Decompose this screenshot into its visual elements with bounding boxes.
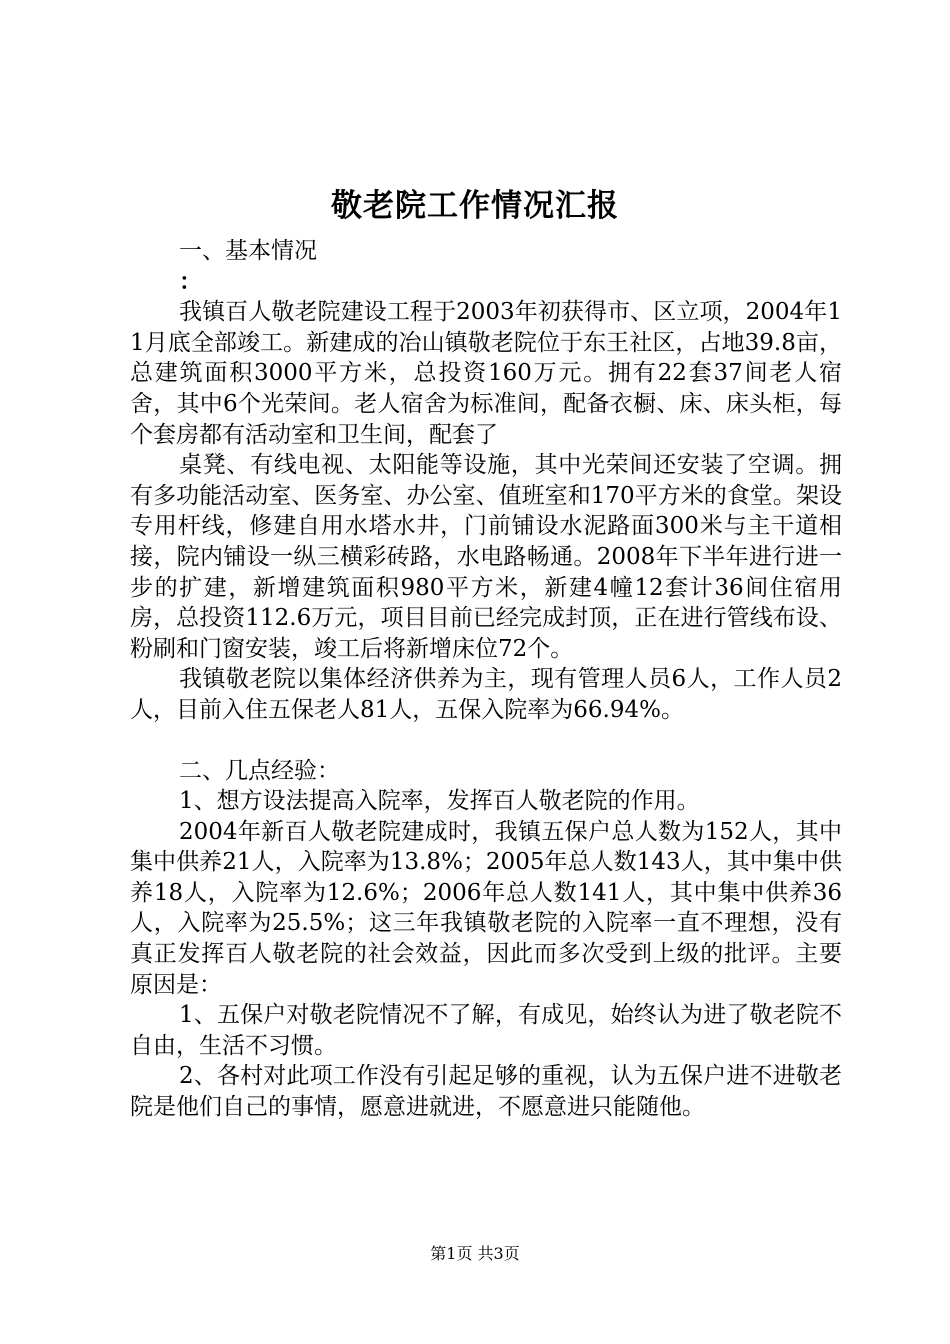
section1-colon: ： [179,267,202,295]
spacer [130,726,842,756]
section1-heading: 一、基本情况 [179,238,317,264]
point-1: 1、想方设法提高入院率，发挥百人敬老院的作用。 [179,788,700,815]
paragraph-1: 我镇百人敬老院建设工程于2003年初获得市、区立项，2004年11月底全部竣工。新建成的冶山镇敬老院位于东王社区，占地39.8亩，总建筑面积3000平方米，总投资160万元。拥有22套37间老人宿舍，其中6个光荣间。老人宿舍为标准间，配备衣橱、床、床头柜，每个套房都有活动室和卫生间，配套了 [130,299,842,448]
page-footer: 第1页 共3页 [430,1244,520,1263]
paragraph-3: 我镇敬老院以集体经济供养为主，现有管理人员6人，工作人员2人，目前入住五保老人81人，五保入院率为66.94%。 [130,666,842,723]
reason-2: 2、各村对此项工作没有引起足够的重视，认为五保户进不进敬老院是他们自己的事情，愿意进就进，不愿意进只能随他。 [130,1063,842,1121]
document-title: 敬老院工作情况汇报 [331,188,619,224]
section2-heading: 二、几点经验： [179,757,340,784]
reason-1: 1、五保户对敬老院情况不了解，有成见，始终认为进了敬老院不自由，生活不习惯。 [130,1002,842,1059]
paragraph-4: 2004年新百人敬老院建成时，我镇五保户总人数为152人，其中集中供养21人，入院率为13.8%；2005年总人数143人，其中集中供养18人，入院率为12.6%；2006年总人数141人，其中集中供养36人，入院率为25.5%；这三年我镇敬老院的入院率一直不理想，没有真正发挥百人敬老院的社会效益，因此而多次受到上级的批评。主要原因是： [130,818,842,998]
document-body [130,236,842,1123]
paragraph-2: 桌凳、有线电视、太阳能等设施，其中光荣间还安装了空调。拥有多功能活动室、医务室、办公室、值班室和170平方米的食堂。架设专用杆线，修建自用水塔水井，门前铺设水泥路面300米与主干道相接，院内铺设一纵三横彩砖路，水电路畅通。2008年下半年进行进一步的扩建，新增建筑面积980平方米，新建4幢12套计36间住宿用房，总投资112.6万元，项目目前已经完成封顶，正在进行管线布设、粉刷和门窗安装，竣工后将新增床位72个。 [130,452,842,662]
